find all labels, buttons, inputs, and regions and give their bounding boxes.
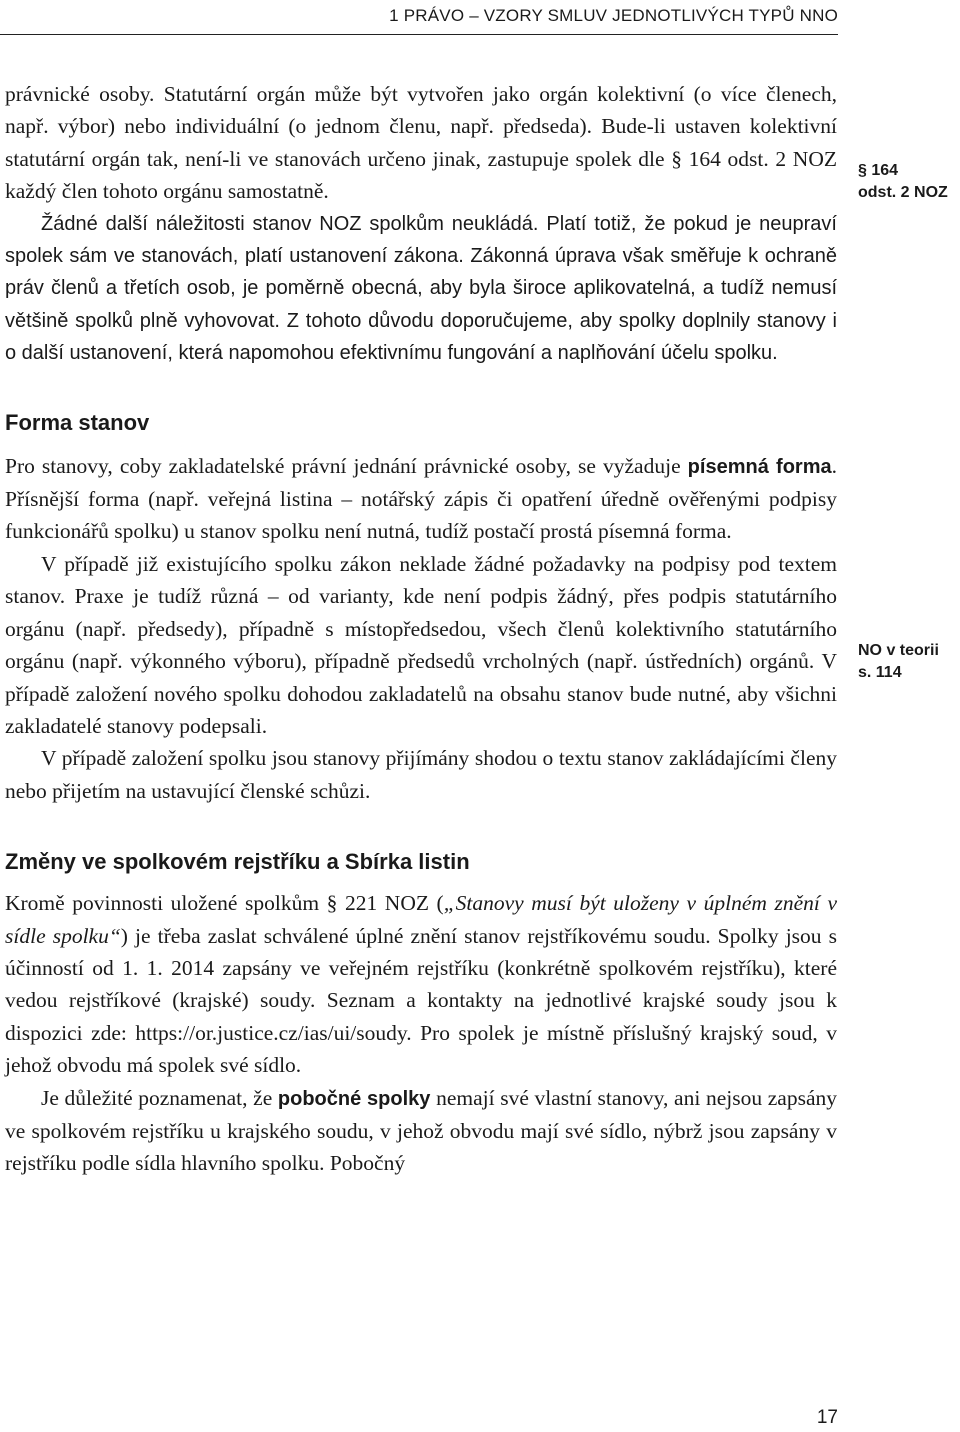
section2-p1-text-b: . Přísnější forma (např. veřejná listina – notářský zápis či opatření úředně ověřenými podpisy funkcionářů spolku) u stanov spolku není nutná, tudíž postačí prostá písemná forma. <box>5 453 837 544</box>
margin-note-1-line1: § 164 <box>858 162 899 179</box>
margin-note-paragraph-ref <box>858 160 958 204</box>
margin-note-2-line2: s. 114 <box>858 664 902 681</box>
section-heading-zmeny: Změny ve spolkovém rejstříku a Sbírka listin <box>5 849 470 875</box>
section2-paragraph-1 <box>5 450 837 548</box>
section3-p1-quote: „Stanovy musí být uloženy v úplném znění v sídle spolku“ <box>5 891 837 948</box>
section-heading-forma-stanov: Forma stanov <box>5 409 150 435</box>
running-header <box>0 0 960 36</box>
margin-note-book-ref <box>858 640 958 684</box>
section3-p1-text-b: ) je třeba zaslat schválené úplné znění stanov rejstříkovému soudu. Spolky jsou s účinností od 1. 1. 2014 zapsány ve veřejném rejstříku (konkrétně spolkovém rejstříku), které vedou rejstříkové (krajské) soudy. Seznam a kontakty na jednotlivé krajské soudy jsou k dispozici zde: https://or.justice.cz/ias/ui/soudy. Pro spolek je místně příslušný krajský soud, v jehož obvodu má spolek své sídlo. <box>5 923 837 1078</box>
section1-paragraph-1: právnické osoby. Statutární orgán může být vytvořen jako orgán kolektivní (o více členech, např. výbor) nebo individuální (o jednom členu, např. předseda). Bude-li ustaven kolektivní statutární orgán tak, není-li ve stanovách určeno jinak, zastupuje spolek dle § 164 odst. 2 NOZ každý člen tohoto orgánu samostatně. <box>5 82 837 204</box>
section2-paragraph-2: V případě již existujícího spolku zákon neklade žádné požadavky na podpisy pod textem stanov. Praxe je tudíž různá – od varianty, kde není podpis žádný, přes podpis statutárního orgánu (např. předsedy), případně s místopředsedou, všech členů kolektivního statutárního orgánu (např. výkonného výboru), případně předsedů vrcholných (např. ústředních) orgánů. V případě založení nového spolku dohodou zakladatelů na obsahu stanov bude nutné, aby všichni zakladatelé stanovy podepsali. <box>5 551 837 738</box>
margin-note-2-line1: NO v teorii <box>858 642 939 659</box>
section3-p2-text-b: nemají své vlastní stanovy, ani nejsou zapsány ve spolkovém rejstříku u krajského soudu, v jehož obvodu mají své sídlo, nýbrž jsou zapsány v rejstříku podle sídla hlavního spolku. Pobočný <box>5 1085 837 1176</box>
main-text <box>5 78 837 1180</box>
section2-paragraph-3: V případě založení spolku jsou stanovy přijímány shodou o textu stanov zakládajícími členy nebo přijetím na ustavující členské schůzi. <box>5 746 837 803</box>
section3-paragraph-2 <box>5 1082 837 1180</box>
section1-paragraph-2: Žádné další náležitosti stanov NOZ spolkům neukládá. Platí totiž, že pokud je neupraví spolek sám ve stanovách, platí ustanovení zákona. Zákonná úprava však směřuje k ochraně práv členů a třetích osob, je poměrně obecná, aby byla široce aplikovatelná, a tudíž nemusí většině spolků plně vyhovovat. Z tohoto důvodu doporučujeme, aby spolky doplnily stanovy i o další ustanovení, která napomohou efektivnímu fungování a naplňování účelu spolku. <box>5 212 837 365</box>
section2-p1-text-a: Pro stanovy, coby zakladatelské právní jednání právnické osoby, se vyžaduje <box>5 453 688 478</box>
header-rule <box>0 34 838 35</box>
section3-p1-text-a: Kromě povinnosti uložené spolkům § 221 NOZ ( <box>5 891 444 916</box>
margin-note-1-line2: odst. 2 NOZ <box>858 184 948 201</box>
section3-p2-bold: pobočné spolky <box>277 1087 431 1110</box>
running-header-title: 1 PRÁVO – VZORY SMLUV JEDNOTLIVÝCH TYPŮ NNO <box>389 6 838 25</box>
section3-p2-text-a: Je důležité poznamenat, že <box>41 1085 278 1110</box>
page-number: 17 <box>816 1407 838 1428</box>
section2-p1-bold: písemná forma <box>687 455 832 478</box>
section3-paragraph-1 <box>5 887 837 1081</box>
